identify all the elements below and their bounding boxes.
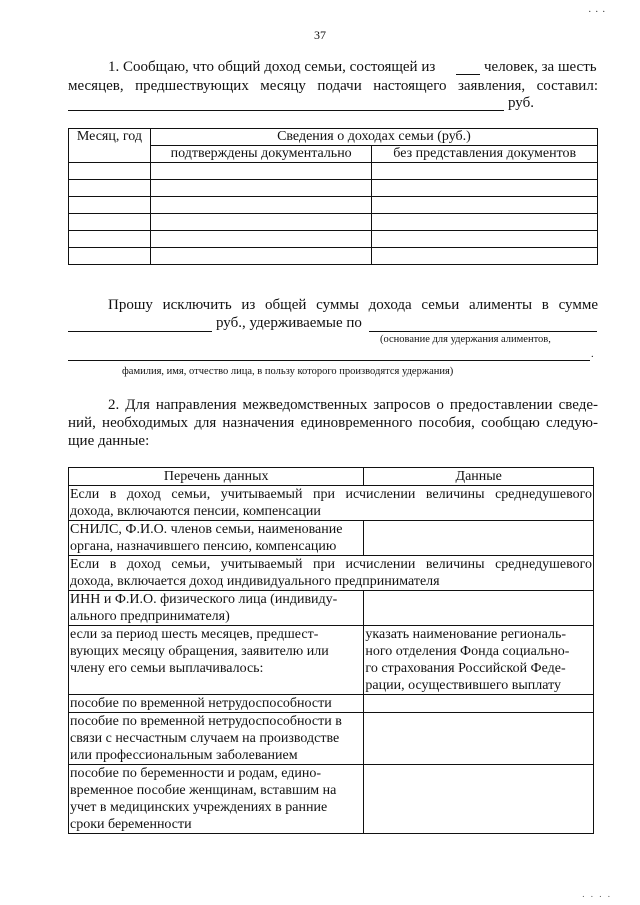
- col-month-header: Месяц, год: [69, 129, 151, 163]
- ip-condition-row: Если в доход семьи, учитываемый при исчислении величины среднедушевого дохода, включается доход индивидуального предпринимателя: [70, 557, 592, 589]
- month-cell[interactable]: [69, 163, 151, 180]
- alimony-recipient-blank[interactable]: [68, 360, 590, 361]
- documented-cell[interactable]: [150, 197, 372, 214]
- table-row: [69, 231, 598, 248]
- documented-cell[interactable]: [150, 163, 372, 180]
- undocumented-cell[interactable]: [372, 180, 598, 197]
- month-cell[interactable]: [69, 197, 151, 214]
- alimony-line1: Прошу исключить из общей суммы дохода семьи алименты в сумме: [108, 297, 598, 313]
- col-group-header: Сведения о доходах семьи (руб.): [150, 129, 597, 146]
- alimony-basis-blank[interactable]: [369, 331, 597, 332]
- maternity-label: пособие по беременности и родам, едино- временное пособие женщинам, вставшим на учет в медицинских учреждениях в ранние сроки беременности: [69, 765, 364, 834]
- month-cell[interactable]: [69, 214, 151, 231]
- table-row: [69, 214, 598, 231]
- alimony-line2: руб., удерживаемые по: [216, 315, 362, 331]
- accident-label: пособие по временной нетрудоспособности в связи с несчастным случаем на производстве или профессиональным заболеванием: [69, 713, 364, 765]
- alimony-period: .: [591, 349, 594, 360]
- inn-label: ИНН и Ф.И.О. физического лица (индивиду- ального предпринимателя): [69, 591, 364, 626]
- pension-condition-row: Если в доход семьи, учитываемый при исчислении величины среднедушевого дохода, включаются пенсии, компенсации: [70, 487, 592, 519]
- section1-line1-end: человек, за шесть: [484, 59, 597, 75]
- documented-cell[interactable]: [150, 231, 372, 248]
- family-size-blank[interactable]: [456, 74, 480, 75]
- month-cell[interactable]: [69, 248, 151, 265]
- section1-line2: месяцев, предшествующих месяцу подачи настоящего заявления, составил:: [68, 78, 598, 94]
- section2-line3: щие данные:: [68, 433, 150, 449]
- fss-instruction: указать наименование региональ- ного отделения Фонда социально- го страхования Российской Феде- рации, осуществившего выплату: [364, 626, 594, 695]
- sick-leave-data-cell[interactable]: [364, 695, 594, 713]
- currency-label: руб.: [508, 95, 534, 111]
- sick-leave-label: пособие по временной нетрудоспособности: [69, 695, 364, 713]
- month-cell[interactable]: [69, 231, 151, 248]
- snils-data-cell[interactable]: [364, 521, 594, 556]
- alimony-amount-blank[interactable]: [68, 331, 212, 332]
- table-row: [69, 248, 598, 265]
- table-row: [69, 197, 598, 214]
- alimony-hint2: фамилия, имя, отчество лица, в пользу которого производятся удержания): [122, 366, 454, 377]
- benefits-paid-label: если за период шесть месяцев, предшест- вующих месяцу обращения, заявителю или члену его семьи выплачивалось:: [69, 626, 364, 695]
- snils-label: СНИЛС, Ф.И.О. членов семьи, наименование органа, назначившего пенсию, компенсацию: [69, 521, 364, 556]
- col-data-header: Данные: [364, 468, 594, 486]
- accident-data-cell[interactable]: [364, 713, 594, 765]
- col-list-header: Перечень данных: [69, 468, 364, 486]
- section2-line1: 2. Для направления межведомственных запросов о предоставлении сведе-: [108, 397, 598, 413]
- col-documented-header: подтверждены документально: [150, 146, 372, 163]
- table-row: [69, 180, 598, 197]
- undocumented-cell[interactable]: [372, 163, 598, 180]
- documented-cell[interactable]: [150, 248, 372, 265]
- month-cell[interactable]: [69, 180, 151, 197]
- total-income-blank[interactable]: [68, 110, 504, 111]
- documented-cell[interactable]: [150, 214, 372, 231]
- data-table: [68, 467, 594, 834]
- page-number: 37: [314, 28, 326, 42]
- col-undocumented-header: без представления документов: [372, 146, 598, 163]
- maternity-data-cell[interactable]: [364, 765, 594, 834]
- undocumented-cell[interactable]: [372, 248, 598, 265]
- corner-mark: . . .: [588, 4, 606, 15]
- undocumented-cell[interactable]: [372, 231, 598, 248]
- section1-line1-start: 1. Сообщаю, что общий доход семьи, состоящей из: [108, 59, 436, 75]
- footer-mark: . . . .: [582, 889, 612, 899]
- undocumented-cell[interactable]: [372, 214, 598, 231]
- table-row: [69, 163, 598, 180]
- income-table: [68, 128, 598, 265]
- undocumented-cell[interactable]: [372, 197, 598, 214]
- inn-data-cell[interactable]: [364, 591, 594, 626]
- documented-cell[interactable]: [150, 180, 372, 197]
- alimony-hint1: (основание для удержания алиментов,: [380, 334, 551, 345]
- section2-line2: ний, необходимых для назначения единовременного пособия, сообщаю следую-: [68, 415, 598, 431]
